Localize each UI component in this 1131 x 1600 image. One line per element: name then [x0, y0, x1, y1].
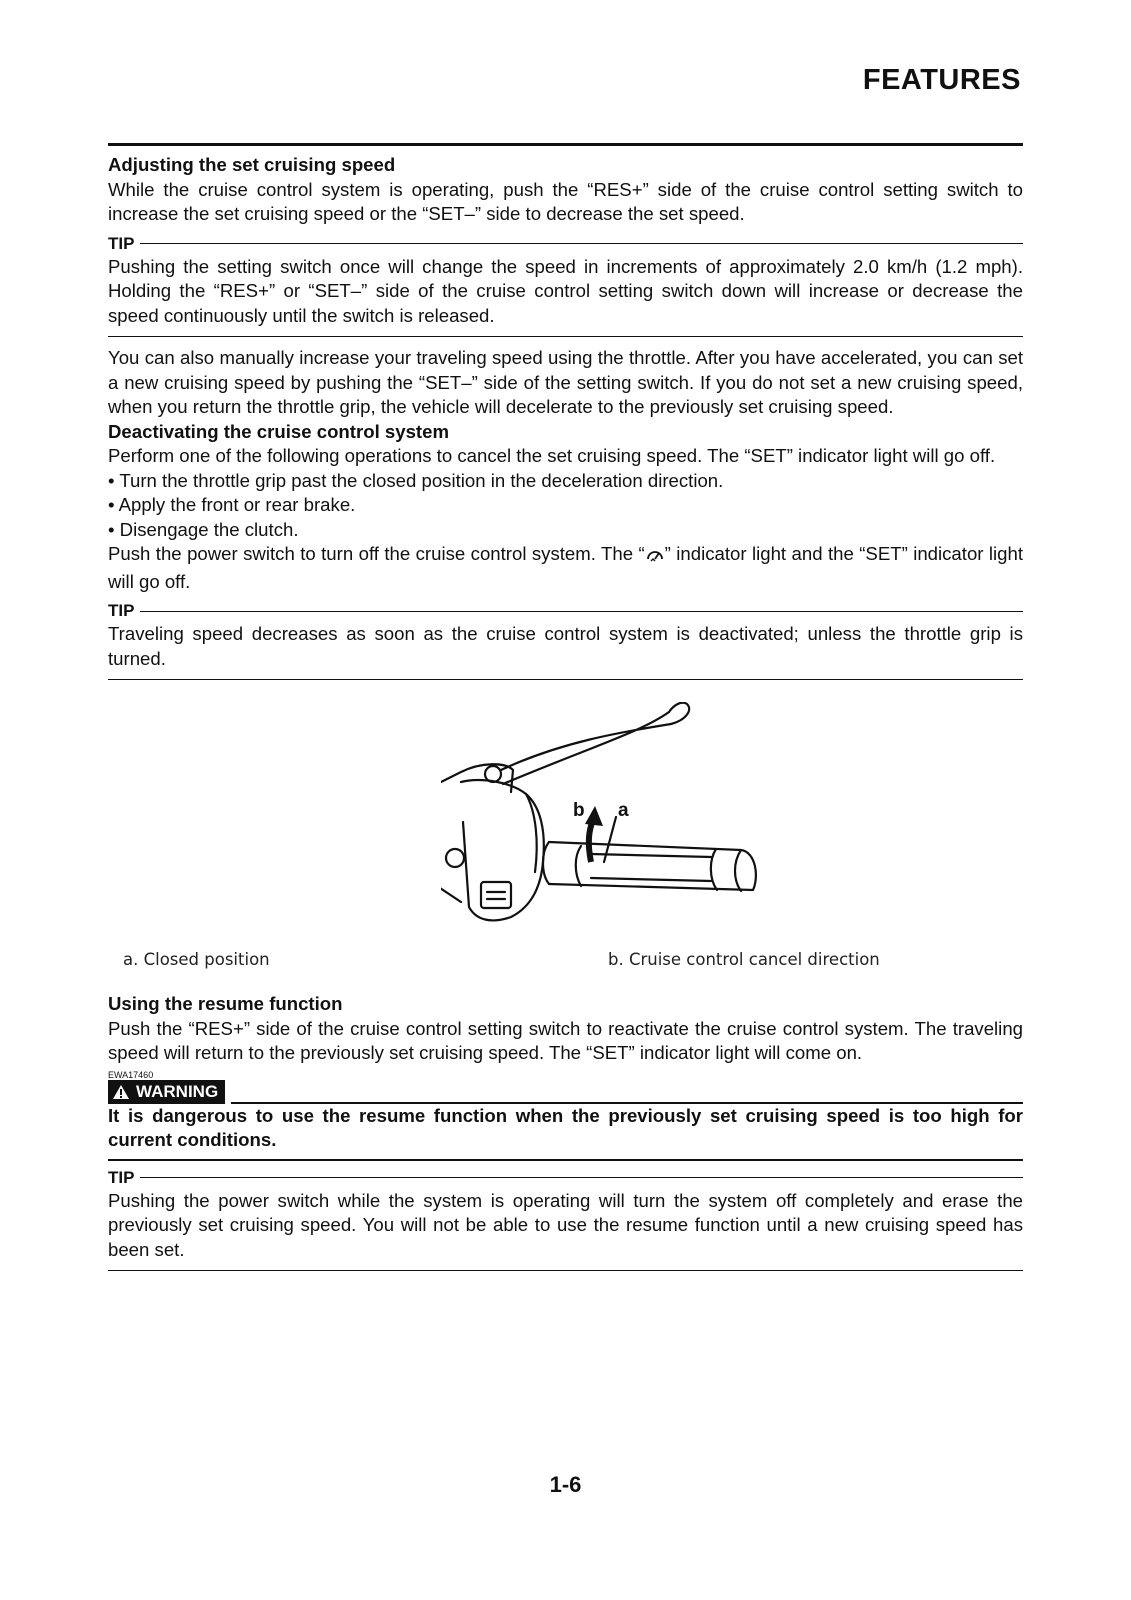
figure-label-a: a [618, 800, 629, 821]
power-text-after: ” indicator light and the “SET” indicator light will go off. [108, 543, 1024, 592]
bullet-brake: • Apply the front or rear brake. [108, 494, 356, 515]
warning-header [108, 1080, 1023, 1104]
tip-rule-1 [140, 243, 1023, 244]
handlebar-switch-illustration [441, 702, 761, 932]
tip-header-3 [108, 1167, 1023, 1189]
tip-text-3: Pushing the power switch while the system is operating will turn the system off completely and erase the previously set cruising speed. You will not be able to use the resume function until a new cruising speed has been set. [108, 1189, 1023, 1260]
bullet-throttle: • Turn the throttle grip past the closed position in the deceleration direction. [108, 469, 724, 491]
cruise-control-icon [646, 545, 664, 570]
para-manual-increase: You can also manually increase your traveling speed using the throttle. After you have accelerated, you can set a new cruising speed by pushing the “SET–” side of the setting switch. If you do not set a new cruising speed, when you return the throttle grip, the vehicle will decelerate to the previously set cruising speed. [108, 347, 1023, 417]
warning-text: It is dangerous to use the resume function when the previously set cruising speed is too high for current conditions. [108, 1104, 1023, 1150]
warning-badge [108, 1080, 225, 1104]
para-power-switch [108, 542, 1023, 594]
warning-triangle-icon [112, 1084, 130, 1100]
header-rule [108, 143, 1023, 146]
tip-rule-3 [140, 1177, 1023, 1178]
tip-rule-2 [140, 611, 1023, 612]
page-number: 1-6 [549, 1472, 582, 1497]
para-adjusting: While the cruise control system is operating, push the “RES+” side of the cruise control setting switch to increase the set cruising speed or the “SET–” side to decrease the set speed. [108, 178, 1023, 224]
figure-label-b: b [573, 800, 585, 821]
tip-end-rule-3 [108, 1270, 1023, 1271]
caption-cancel-direction: b. Cruise control cancel direction [608, 950, 880, 969]
warning-end-rule [108, 1159, 1023, 1161]
tip-header-2 [108, 600, 1023, 622]
power-text-before: Push the power switch to turn off the cruise control system. The “ [108, 543, 645, 564]
heading-adjusting: Adjusting the set cruising speed [108, 154, 396, 175]
para-deactivating-intro: Perform one of the following operations to cancel the set cruising speed. The “SET” indicator light will go off. [108, 445, 996, 466]
tip-label-1: TIP [108, 233, 135, 253]
tip-text-1: Pushing the setting switch once will change the speed in increments of approximately 2.0 km/h (1.2 mph). Holding the “RES+” or “SET–” side of the cruise control setting switch down will increase or decrease the speed continuously until the switch is released. [108, 255, 1023, 326]
figure-handlebar [108, 692, 1023, 992]
tip-end-rule-1 [108, 336, 1023, 337]
warning-code: EWA17460 [108, 1069, 154, 1080]
tip-header-1 [108, 233, 1023, 255]
heading-resume: Using the resume function [108, 993, 343, 1014]
bullet-clutch: • Disengage the clutch. [108, 518, 299, 540]
page-header-title: FEATURES [862, 64, 1021, 96]
heading-deactivating: Deactivating the cruise control system [108, 420, 449, 442]
warning-label: WARNING [136, 1081, 219, 1101]
caption-closed-position: a. Closed position [123, 950, 270, 969]
tip-end-rule-2 [108, 679, 1023, 680]
page-content [108, 153, 1023, 1271]
tip-label-3: TIP [108, 1167, 135, 1187]
tip-text-2: Traveling speed decreases as soon as the cruise control system is deactivated; unless the throttle grip is turned. [108, 623, 1023, 669]
para-resume: Push the “RES+” side of the cruise control setting switch to reactivate the cruise control system. The traveling speed will return to the previously set cruising speed. The “SET” indicator light will come on. [108, 1017, 1023, 1063]
tip-label-2: TIP [108, 601, 135, 620]
